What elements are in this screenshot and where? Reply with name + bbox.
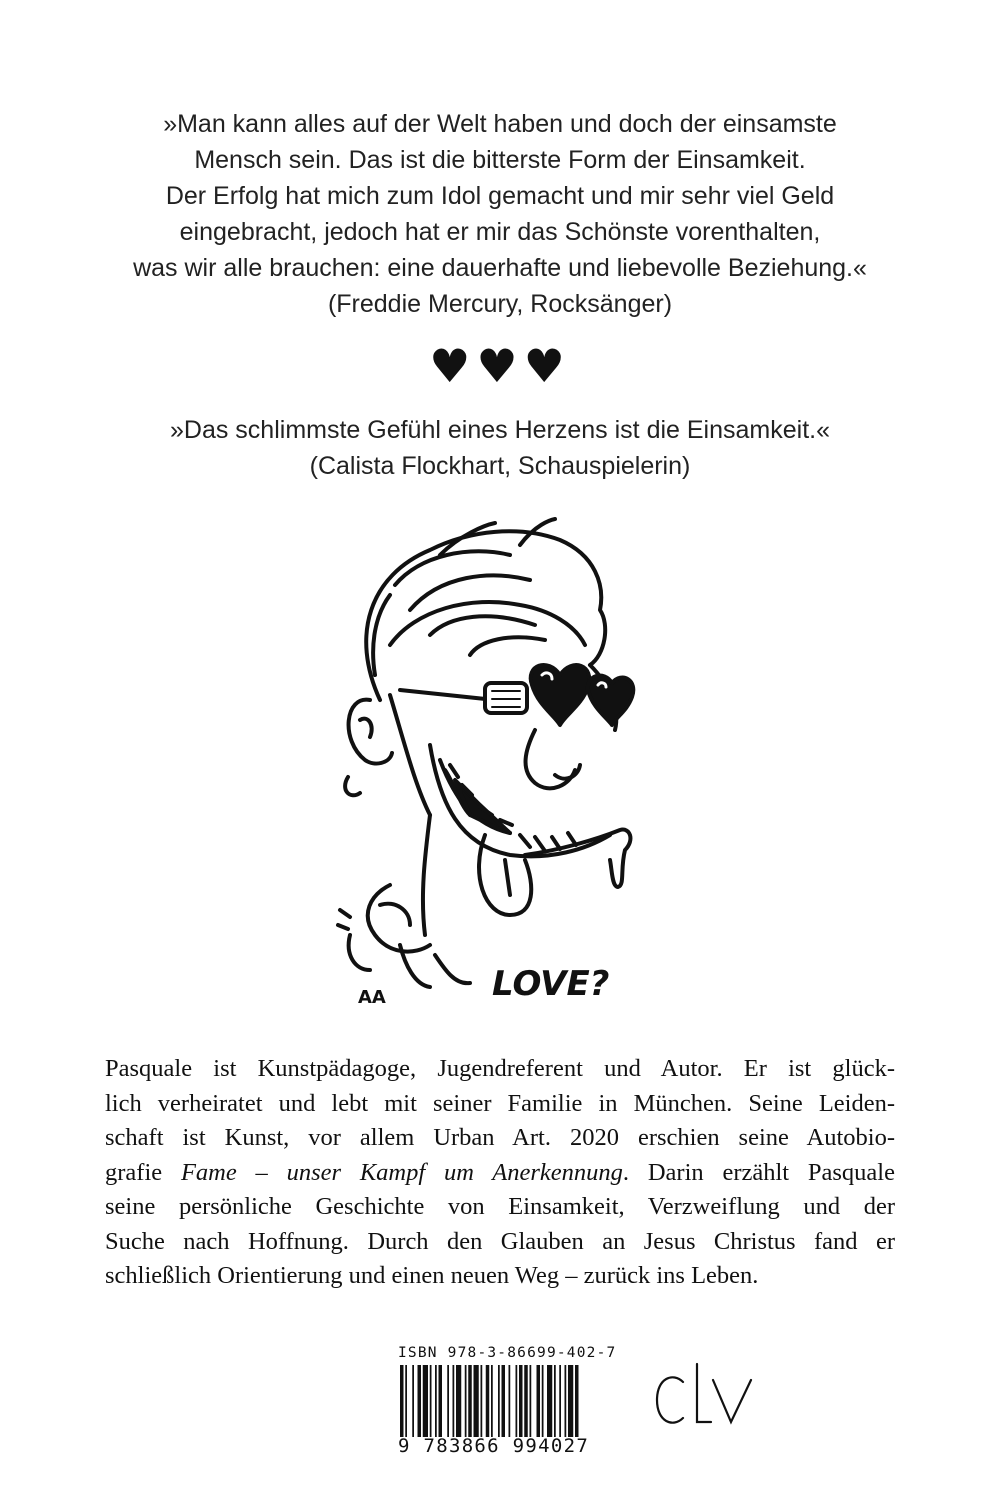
author-bio bbox=[105, 1052, 895, 1294]
quote-line: eingebracht, jedoch hat er mir das Schönste vorenthalten, bbox=[179, 218, 821, 246]
quote-line: Mensch sein. Das ist die bitterste Form der Einsamkeit. bbox=[194, 146, 806, 174]
bio-text: schließlich Orientierung und einen neuen Weg – zurück ins Leben. bbox=[105, 1262, 759, 1289]
caricature-illustration bbox=[320, 515, 650, 1015]
clv-logo-icon bbox=[655, 1360, 755, 1432]
barcode-digits: 9 783866 994027 bbox=[398, 1435, 590, 1457]
quote-line: »Das schlimmste Gefühl eines Herzens ist die Einsamkeit.« bbox=[170, 416, 830, 444]
isbn-label: ISBN 978-3-86699-402-7 bbox=[398, 1345, 617, 1361]
bio-text: Pasquale ist Kunstpädagoge, Jugendreferent und Autor. Er ist glück- bbox=[105, 1055, 895, 1082]
quote-mercury bbox=[0, 106, 1000, 322]
caricature-heart-glasses-icon bbox=[320, 515, 650, 1015]
book-title: Fame – unser Kampf um Anerkennung bbox=[180, 1158, 623, 1186]
quote-line: »Man kann alles auf der Welt haben und doch der einsamste bbox=[163, 110, 837, 138]
bio-line bbox=[105, 1121, 895, 1156]
quote-attribution: (Freddie Mercury, Rocksänger) bbox=[327, 290, 673, 318]
quote-line: Der Erfolg hat mich zum Idol gemacht und mir sehr viel Geld bbox=[165, 182, 835, 210]
bio-line bbox=[105, 1052, 895, 1087]
illustrator-signature: AA bbox=[358, 987, 386, 1008]
bio-text: grafie bbox=[105, 1158, 181, 1186]
bio-line bbox=[105, 1156, 895, 1191]
bio-line bbox=[105, 1190, 895, 1225]
quote-flockhart bbox=[0, 412, 1000, 484]
bio-line bbox=[105, 1087, 895, 1122]
hearts-separator: ♥♥♥ bbox=[429, 339, 571, 393]
isbn-barcode-block bbox=[398, 1345, 634, 1461]
quote-attribution: (Calista Flockhart, Schauspielerin) bbox=[309, 452, 691, 480]
barcode-icon bbox=[398, 1365, 634, 1437]
bio-text: schaft ist Kunst, vor allem Urban Art. 2020 erschien seine Autobio- bbox=[105, 1124, 895, 1151]
bio-line bbox=[105, 1259, 895, 1294]
publisher-logo bbox=[655, 1360, 755, 1432]
bio-line bbox=[105, 1225, 895, 1260]
love-caption: LOVE? bbox=[492, 964, 610, 1004]
bio-text: seine persönliche Geschichte von Einsamkeit, Verzweiflung und der bbox=[105, 1193, 895, 1220]
quote-line: was wir alle brauchen: eine dauerhafte und liebevolle Beziehung.« bbox=[133, 254, 867, 282]
bio-text: . Darin erzählt Pasquale bbox=[622, 1158, 895, 1186]
bio-text: Suche nach Hoffnung. Durch den Glauben an Jesus Christus fand er bbox=[105, 1227, 895, 1255]
bio-text: lich verheiratet und lebt mit seiner Familie in München. Seine Leiden- bbox=[105, 1089, 895, 1117]
